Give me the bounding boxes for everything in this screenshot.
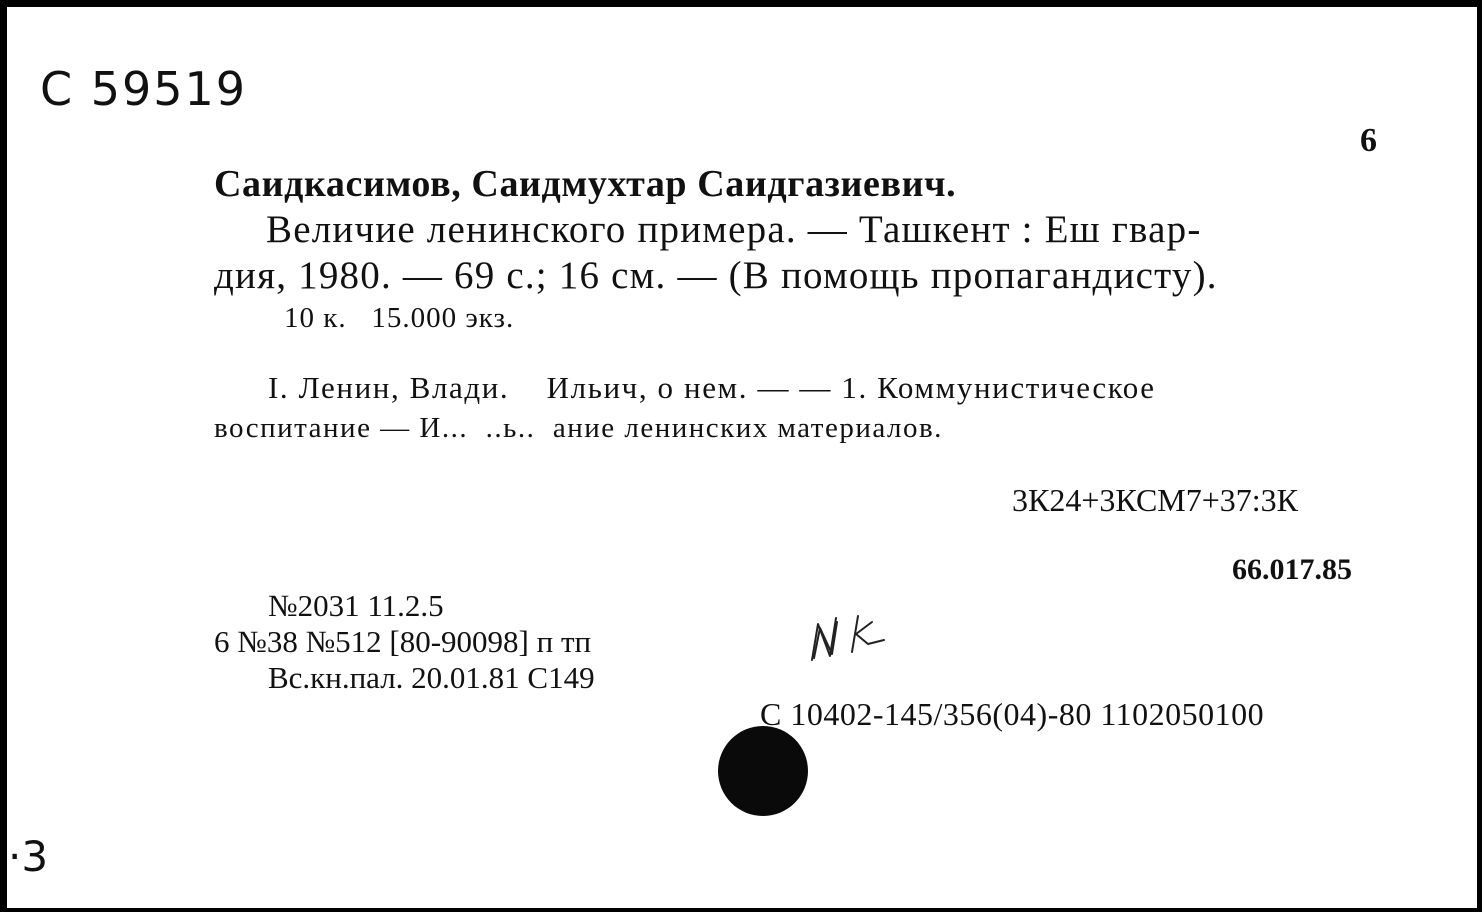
scan-border-right bbox=[1477, 0, 1482, 912]
punch-hole bbox=[718, 726, 808, 816]
corner-number: 6 bbox=[1360, 122, 1377, 159]
title-line-1: Величие ленинского примера. — Ташкент : Еш гвар- bbox=[266, 208, 1202, 251]
inventory-number: С 59519 bbox=[40, 62, 248, 116]
author-heading: Саидкасимов, Саидмухтар Саидгазиевич. bbox=[214, 163, 957, 205]
title-line-2: дия, 1980. — 69 с.; 16 см. — (В помощь пропагандисту). bbox=[214, 254, 1218, 297]
scan-border-bottom bbox=[0, 908, 1482, 912]
tech-line-3: Вс.кн.пал. 20.01.81 С149 bbox=[268, 660, 595, 695]
classification-code: 3К24+3КСМ7+37:3К bbox=[1012, 482, 1299, 518]
tech-line-1: №2031 11.2.5 bbox=[268, 588, 444, 623]
handwritten-initials bbox=[806, 612, 896, 664]
price-copies: 10 к. 15.000 экз. bbox=[284, 302, 515, 334]
corner-mark: ·3 bbox=[8, 832, 49, 881]
subject-line-2: воспитание — И... ..ь.. ание ленинских материалов. bbox=[214, 412, 943, 444]
tech-line-2: 6 №38 №512 [80-90098] п тп bbox=[214, 624, 592, 659]
scan-border-left bbox=[0, 0, 7, 912]
index-code: 66.017.85 bbox=[1232, 553, 1352, 586]
scan-border-top bbox=[0, 0, 1482, 7]
subject-line-1: I. Ленин, Влади. Ильич, о нем. — — 1. Коммунистическое bbox=[268, 370, 1156, 405]
catalog-code: С 10402-145/356(04)-80 1102050100 bbox=[760, 696, 1265, 732]
